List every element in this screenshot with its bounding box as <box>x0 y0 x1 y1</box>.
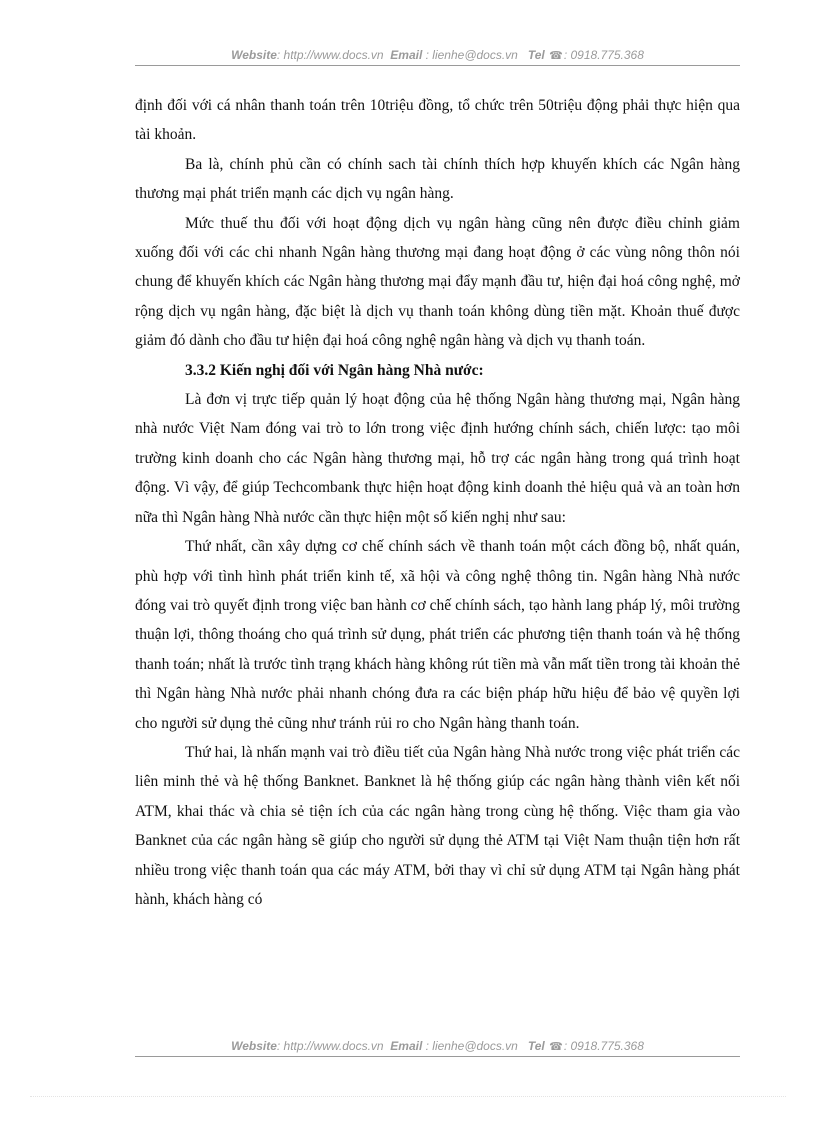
footer-tel-label: Tel <box>527 1039 545 1053</box>
footer-email-label: Email <box>390 1039 423 1053</box>
page-footer <box>135 1039 740 1057</box>
paragraph-4: Là đơn vị trực tiếp quản lý hoạt động của hệ thống Ngân hàng thương mại, Ngân hàng nhà nước Việt Nam đóng vai trò to lớn trong việc định hướng chính sách, chiến lược: tạo môi trường kinh doanh cho các Ngân hàng thương mại, hỗ trợ các ngân hàng trong quá trình hoạt động. Vì vậy, để giúp Techcombank thực hiện hoạt động kinh doanh thẻ hiệu quả và an toàn hơn nữa thì Ngân hàng Nhà nước cần thực hiện một số kiến nghị như sau: <box>135 391 740 526</box>
email-label: Email <box>390 48 423 62</box>
website-value: : http://www.docs.vn <box>276 48 384 62</box>
document-body <box>135 91 740 914</box>
footer-tel-value: : 0918.775.368 <box>563 1039 644 1053</box>
footer-email-value: : lienhe@docs.vn <box>425 1039 518 1053</box>
footer-website-label: Website <box>231 1039 277 1053</box>
tel-label: Tel <box>527 48 545 62</box>
section-heading: 3.3.2 Kiến nghị đối với Ngân hàng Nhà nước: <box>185 361 484 379</box>
phone-icon: ☎ <box>549 50 563 62</box>
paragraph-2: Ba là, chính phủ cần có chính sach tài chính thích hợp khuyến khích các Ngân hàng thương mại phát triển mạnh các dịch vụ ngân hàng. <box>135 155 740 203</box>
page-header <box>135 48 740 66</box>
paragraph-5: Thứ nhất, cần xây dựng cơ chế chính sách về thanh toán một cách đồng bộ, nhất quán, phù hợp với tình hình phát triển kinh tế, xã hội và công nghệ thông tin. Ngân hàng Nhà nước đóng vai trò quyết định trong việc ban hành cơ chế chính sách, tạo hành lang pháp lý, môi trường thuận lợi, thông thoáng cho quá trình sử dụng, phát triển các phương tiện thanh toán và hệ thống thanh toán; nhất là trước tình trạng khách hàng không rút tiền mà vẫn mất tiền trong tài khoản thẻ thì Ngân hàng Nhà nước phải nhanh chóng đưa ra các biện pháp hữu hiệu để bảo vệ quyền lợi cho người sử dụng thẻ cũng như tránh rủi ro cho Ngân hàng thanh toán. <box>135 538 741 732</box>
tel-value: : 0918.775.368 <box>563 48 644 62</box>
paragraph-6: Thứ hai, là nhấn mạnh vai trò điều tiết của Ngân hàng Nhà nước trong việc phát triển các liên minh thẻ và hệ thống Banknet. Banknet là hệ thống giúp các ngân hàng thành viên kết nối ATM, khai thác và chia sẻ tiện ích của các ngân hàng trong cùng hệ thống. Việc tham gia vào Banknet của các ngân hàng sẽ giúp cho người sử dụng thẻ ATM tại Việt Nam thuận tiện hơn rất nhiều trong việc thanh toán qua các máy ATM, bởi thay vì chỉ sử dụng ATM tại Ngân hàng phát hành, khách hàng có <box>135 743 740 908</box>
paragraph-3: Mức thuế thu đối với hoạt động dịch vụ ngân hàng cũng nên được điều chỉnh giảm xuống đối với các chi nhanh Ngân hàng thương mại đang hoạt động ở các vùng nông thôn nói chung để khuyến khích các Ngân hàng thương mại đẩy mạnh đầu tư, hiện đại hoá công nghệ, mở rộng dịch vụ ngân hàng, đặc biệt là dịch vụ thanh toán không dùng tiền mặt. Khoản thuế được giảm đó dành cho đầu tư hiện đại hoá công nghệ ngân hàng và dịch vụ thanh toán. <box>135 214 740 350</box>
paragraph-1: định đối với cá nhân thanh toán trên 10triệu đồng, tổ chức trên 50triệu động phải thực hiện qua tài khoản. <box>135 97 740 144</box>
website-label: Website <box>231 48 277 62</box>
email-value: : lienhe@docs.vn <box>425 48 518 62</box>
phone-icon: ☎ <box>549 1041 563 1053</box>
footer-website-value: : http://www.docs.vn <box>276 1039 384 1053</box>
page-bottom-divider <box>30 1096 786 1097</box>
